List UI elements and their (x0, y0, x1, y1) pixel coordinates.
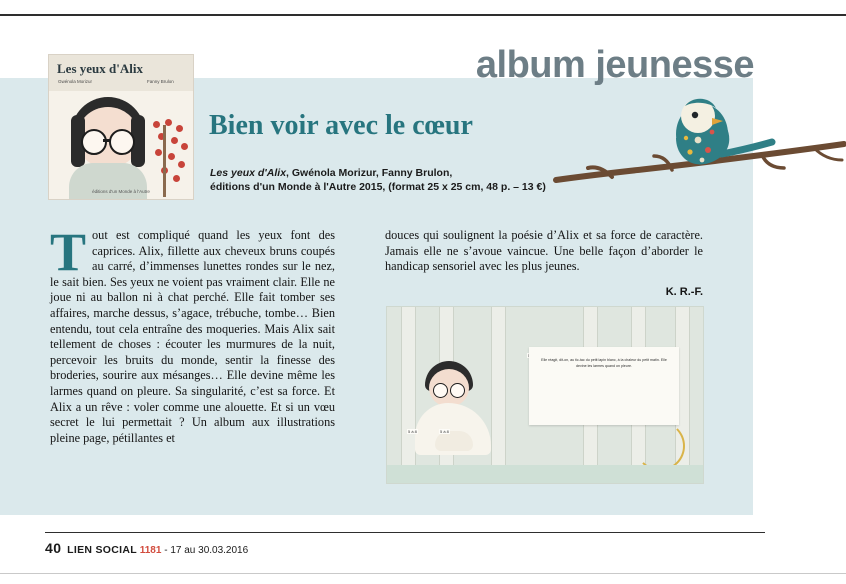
illustration-tag-left-bottom-2: 5 à 8 (440, 429, 449, 434)
footer-rule (45, 532, 765, 533)
page-number: 40 (45, 540, 62, 556)
illustration-note-text: Elle réagit, dit-on, au tic-tac du petit lapin blanc, à la chaleur du petit matin. Elle devine les larmes quand on pleure. (541, 358, 667, 368)
cover-glasses-right-icon (109, 129, 135, 155)
illustration-glasses-right-icon (450, 383, 465, 398)
illustration-swirl (635, 421, 685, 471)
credits-publisher-line: éditions d'un Monde à l'Autre 2015, (format 25 x 25 cm, 48 p. – 13 €) (210, 181, 546, 193)
right-white-margin (753, 0, 846, 584)
issue-number: 1181 (139, 545, 162, 556)
cover-publisher: éditions d'un Monde à l'Autre (92, 189, 150, 194)
cover-title: Les yeux d'Alix (57, 61, 143, 76)
article-body-right: douces qui soulignent la poésie d’Alix et sa force de caractère. Jamais elle ne s’avoue vaincue. Une belle façon d’aborder le handicap sensoriel avec les plus jeunes. (385, 228, 703, 274)
interior-illustration (386, 306, 704, 484)
illustration-ground (387, 465, 703, 483)
author-signature: K. R.-F. (665, 286, 703, 298)
illustration-tag-left-bottom: 5 à 8 (408, 429, 417, 434)
cover-glasses-bridge (103, 139, 111, 142)
cover-author-left: Gwénola Morizur (58, 79, 93, 84)
cover-glasses-left-icon (81, 129, 107, 155)
illustration-note-card (529, 347, 679, 425)
drop-cap: T (50, 222, 87, 282)
issue-date: - 17 au 30.03.2016 (164, 545, 249, 556)
article-column-left (50, 222, 335, 446)
article-headline: Bien voir avec le cœur (209, 110, 473, 141)
bird-illustration (552, 98, 846, 214)
magazine-name: LIEN SOCIAL (67, 544, 137, 556)
illustration-glasses-left-icon (433, 383, 448, 398)
section-title: album jeunesse (475, 44, 754, 86)
credits-authors: , Gwénola Morizur, Fanny Brulon, (286, 167, 453, 179)
illustration-cat (435, 431, 473, 451)
top-rule (0, 14, 846, 16)
book-cover-image (48, 54, 194, 200)
page-footer (45, 540, 248, 556)
credits-book-title: Les yeux d'Alix (210, 167, 287, 179)
bottom-rule (0, 573, 846, 574)
article-body-left: out est compliqué quand les yeux font des caprices. Alix, fillette aux cheveux bruns coupés au carré, d’immenses lunettes rondes sur le nez, le sait bien. Ses yeux ne voient pas vraiment clair. Elle ne joue ni au ballon ni à chat perché. Elle fait tomber ses affaires, marche dessus, s’agace, trébuche, tombe… Bien entendu, tout cela entraîne des moqueries. Mais Alix sait tellement de choses : écouter les murmures de la nuit, percevoir les bruits du monde, sentir la finesse des broderies, sourire aux mésanges… Elle devine même les larmes quand on pleure. Sa singularité, c’est sa force. Et Alix a un rêve : voler comme une alouette. Et si un vœu secret le lui permettait ? Un album aux illustrations pleine page, pétillantes et (50, 228, 335, 445)
book-credits (210, 166, 570, 194)
bird-branch-svg (552, 98, 846, 214)
article-column-right (385, 228, 703, 275)
cover-author-right: Fanny Brulon (147, 79, 174, 84)
cover-tree-illustration (149, 119, 189, 197)
